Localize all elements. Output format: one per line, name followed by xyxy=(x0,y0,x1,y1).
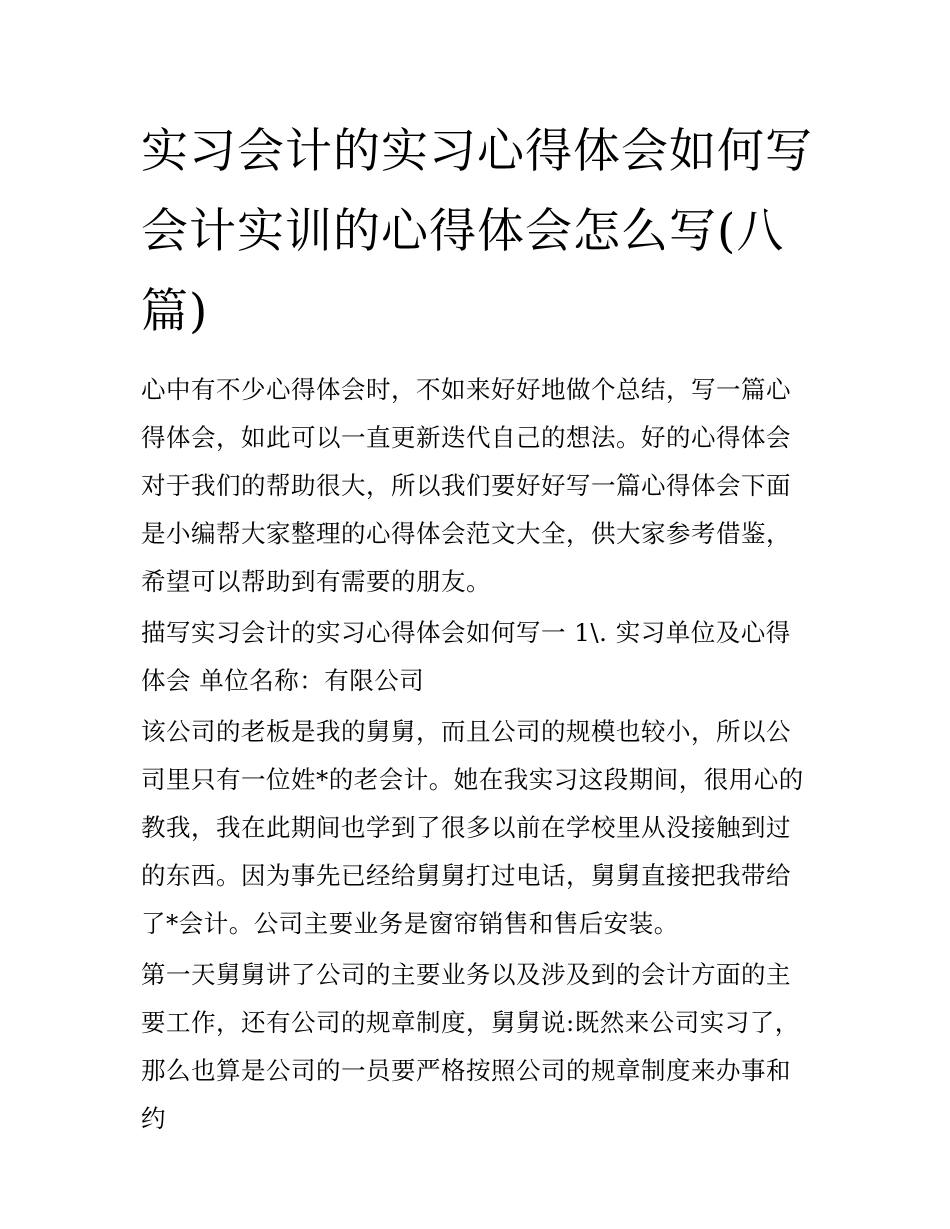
paragraph-first-day: 第一天舅舅讲了公司的主要业务以及涉及到的会计方面的主要工作，还有公司的规章制度，舅舅说:既然来公司实习了，那么也算是公司的一员要严格按照公司的规章制度来办事和约 xyxy=(141,960,800,1133)
paragraph-company: 该公司的老板是我的舅舅，而且公司的规模也较小，所以公司里只有一位姓*的老会计。她在我实习这段期间，很用心的教我，我在此期间也学到了很多以前在学校里从没接触到过的东西。因为事先已经给舅舅打过电话，舅舅直接把我带给了*会计。公司主要业务是窗帘销售和售后安装。 xyxy=(141,717,804,938)
paragraph-intro: 心中有不少心得体会时，不如来好好地做个总结，写一篇心得体会，如此可以一直更新迭代自己的想法。好的心得体会对于我们的帮助很大，所以我们要好好写一篇心得体会下面是小编帮大家整理的心得体会范文大全，供大家参考借鉴，希望可以帮助到有需要的朋友。 xyxy=(141,375,791,596)
document-body xyxy=(141,112,813,1146)
document-title: 实习会计的实习心得体会如何写 会计实训的心得体会怎么写(八篇) xyxy=(141,124,813,339)
paragraph-unit-info: 描写实习会计的实习心得体会如何写一 1\. 实习单位及心得体会 单位名称：有限公司 xyxy=(141,618,791,695)
